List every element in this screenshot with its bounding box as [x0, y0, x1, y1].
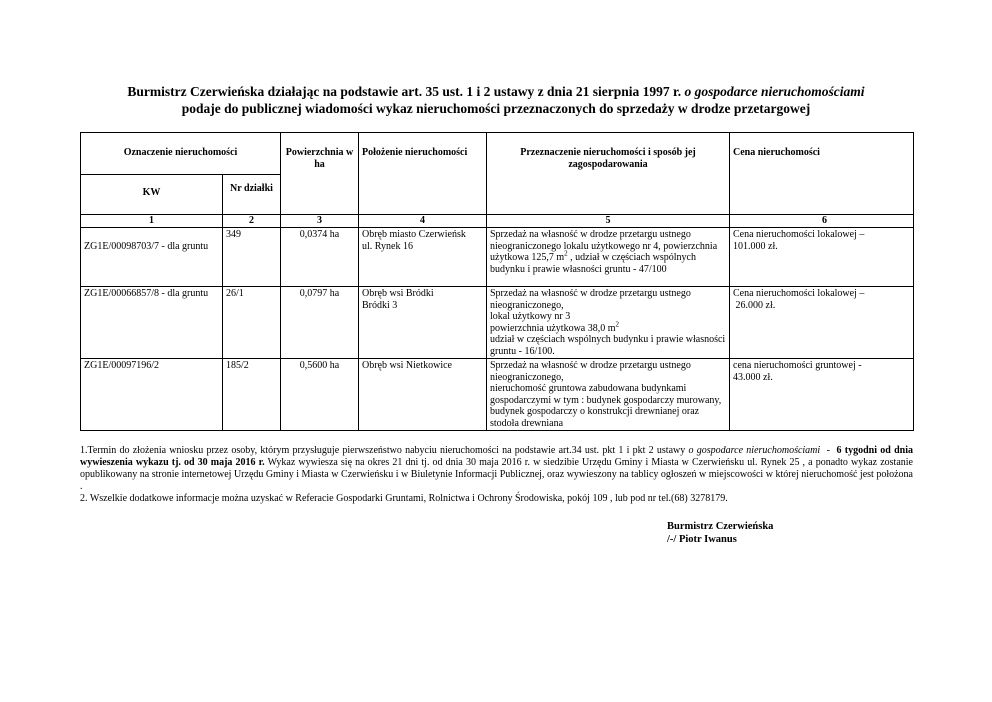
cell-powierzchnia: 0,5600 ha: [281, 359, 359, 431]
column-number: 5: [487, 215, 730, 228]
table-row: [81, 359, 914, 431]
cell-kw: ZG1E/00098703/7 - dla gruntu: [81, 228, 223, 287]
header-oznaczenie: Oznaczenie nieruchomości: [81, 133, 281, 175]
cell-cena: Cena nieruchomości lokalowej – 101.000 zł.: [730, 228, 914, 287]
table-row: [81, 287, 914, 359]
title-line-2: podaje do publicznej wiadomości wykaz nieruchomości przeznaczonych do sprzedaży w drodze przetargowej: [181, 101, 811, 116]
title-act-name: o gospodarce nieruchomościami: [684, 84, 865, 99]
cell-kw: ZG1E/00066857/8 - dla gruntu: [81, 287, 223, 359]
column-number: 6: [730, 215, 914, 228]
column-number: 2: [223, 215, 281, 228]
cell-cena: cena nieruchomości gruntowej - 43.000 zł.: [730, 359, 914, 431]
signature-title: Burmistrz Czerwieńska: [667, 521, 774, 532]
document-title: [0, 83, 992, 117]
header-cena: Cena nieruchomości: [730, 133, 914, 215]
header-nr-dzialki: Nr działki: [223, 175, 281, 215]
cell-przeznaczenie: Sprzedaż na własność w drodze przetargu ustnego nieograniczonego, lokal użytkowy nr 3 powierzchnia użytkowa 38,0 $m^2$ udział w częściach wspólnych budynku i prawie własności gruntu - 16/100.: [487, 287, 730, 359]
cell-dzialka: 185/2: [223, 359, 281, 431]
column-number: 4: [359, 215, 487, 228]
cell-powierzchnia: 0,0797 ha: [281, 287, 359, 359]
header-polozenie: Położenie nieruchomości: [359, 133, 487, 215]
signature-name: /-/ Piotr Iwanus: [667, 534, 737, 545]
header-kw: KW: [81, 175, 223, 215]
property-table: [80, 132, 914, 431]
cell-polozenie: Obręb wsi Nietkowice: [359, 359, 487, 431]
table-row: [81, 228, 914, 287]
title-line-1: Burmistrz Czerwieńska działając na podstawie art. 35 ust. 1 i 2 ustawy z dnia 21 sierpnia 1997 r. o gospodarce nieruchomościami: [127, 84, 865, 99]
cell-kw: ZG1E/00097196/2: [81, 359, 223, 431]
column-number: 1: [81, 215, 223, 228]
header-przeznaczenie: Przeznaczenie nieruchomości i sposób jej zagospodarowania: [487, 133, 730, 215]
signature: [667, 520, 773, 546]
cell-cena: Cena nieruchomości lokalowej – 26.000 zł.: [730, 287, 914, 359]
notes: [80, 445, 913, 505]
note-1: 1.Termin do złożenia wniosku przez osoby, którym przysługuje pierwszeństwo nabyciu nieruchomości na podstawie art.34 ust. pkt 1 i pkt 2 ustawy o gospodarce nieruchomościami - 6 tygodni od dnia wywieszenia wykazu tj. od 30 maja 2016 r. Wykaz wywiesza się na okres 21 dni tj. od dnia 30 maja 2016 r. w siedzibie Urzędu Gminy i Miasta w Czerwieńsku ul. Rynek 25 , a ponadto wykaz zostanie opublikowany na stronie internetowej Urzędu Gminy i Miasta w Czerwieńsku i w Biuletynie Informacji Publicznej, oraz wywieszony na tablicy ogłoszeń w miejscowości w której nieruchomość jest położona .: [80, 445, 913, 492]
cell-przeznaczenie: Sprzedaż na własność w drodze przetargu ustnego nieograniczonego lokalu użytkowego nr 4, powierzchnia użytkowa 125,7 $m^2$ , udział w częściach wspólnych budynku i prawie własności gruntu - 47/100: [487, 228, 730, 287]
column-number: 3: [281, 215, 359, 228]
cell-przeznaczenie: Sprzedaż na własność w drodze przetargu ustnego nieograniczonego, nieruchomość gruntowa zabudowana budynkami gospodarczymi w tym : budynek gospodarczy murowany, budynek gospodarczy o konstrukcji drewnianej oraz stodoła drewniana: [487, 359, 730, 431]
cell-polozenie: Obręb miasto Czerwieńsk ul. Rynek 16: [359, 228, 487, 287]
cell-dzialka: 349: [223, 228, 281, 287]
cell-dzialka: 26/1: [223, 287, 281, 359]
header-row-1: [81, 133, 914, 175]
header-powierzchnia: Powierzchnia w ha: [281, 133, 359, 215]
note-2: 2. Wszelkie dodatkowe informacje można uzyskać w Referacie Gospodarki Gruntami, Rolnictwa i Ochrony Środowiska, pokój 109 , lub pod nr tel.(68) 3278179.: [80, 493, 728, 504]
cell-powierzchnia: 0,0374 ha: [281, 228, 359, 287]
column-number-row: [81, 215, 914, 228]
cell-polozenie: Obręb wsi Bródki Bródki 3: [359, 287, 487, 359]
